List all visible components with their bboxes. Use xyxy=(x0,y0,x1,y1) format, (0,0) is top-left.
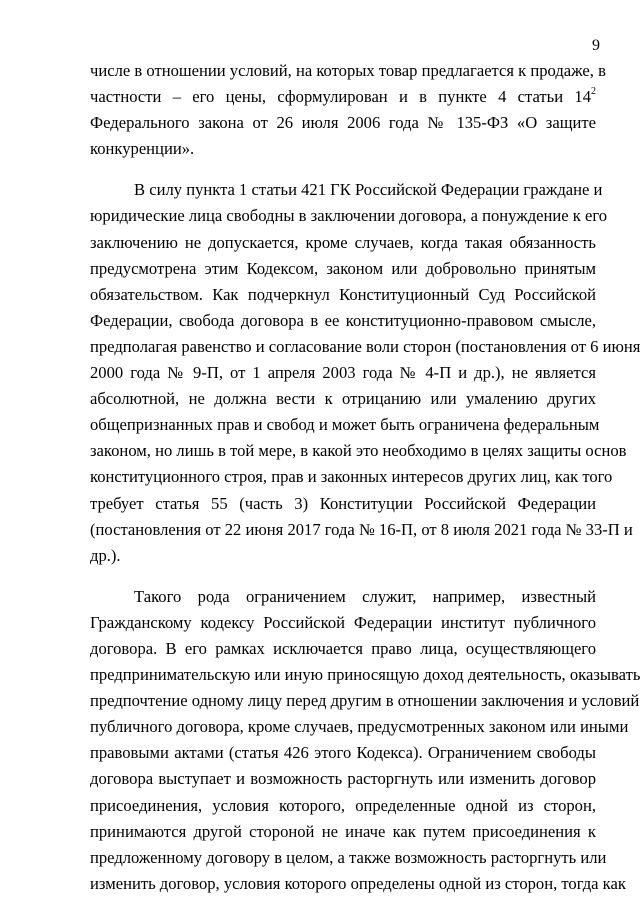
document-body xyxy=(90,58,640,897)
paragraph-line: требует статья 55 (часть 3) Конституции Российской Федерации xyxy=(90,493,596,513)
paragraph-line: Такого рода ограничением служит, например, известный xyxy=(134,586,596,606)
paragraph-line: Федерации, свобода договора в ее конституционно-правовом смысле, xyxy=(90,310,596,330)
line-text: частности – его цены, сформулирован и в пункте 4 статьи 14 xyxy=(90,87,591,107)
paragraph-line: абсолютной, не должна вести к отрицанию или умалению других xyxy=(90,389,596,409)
paragraph-line: договора выступает и возможность расторгнуть или изменить договор xyxy=(90,769,596,789)
paragraph-line: присоединения, условия которого, определенные одной из сторон, xyxy=(90,795,596,815)
paragraph-line: публичного договора, кроме случаев, предусмотренных законом или иными xyxy=(90,717,629,737)
page-number: 9 xyxy=(592,37,600,54)
paragraph-line: правовыми актами (статья 426 этого Кодекса). Ограничением свободы xyxy=(90,743,596,763)
paragraph-line: числе в отношении условий, на которых товар предлагается к продаже, в xyxy=(90,61,606,80)
paragraph-line: предполагая равенство и согласование воли сторон (постановления от 6 июня xyxy=(90,336,640,356)
paragraph-line: (постановления от 22 июня 2017 года № 16-П, от 8 июля 2021 года № 33-П и xyxy=(90,519,633,539)
paragraph-3 xyxy=(90,584,640,897)
paragraph-line: заключению не допускается, кроме случаев, когда такая обязанность xyxy=(90,232,596,252)
paragraph-line: законом, но лишь в той мере, в какой это необходимо в целях защиты основ xyxy=(90,441,627,461)
paragraph-line: общепризнанных прав и свобод и может быть ограничена федеральным xyxy=(90,415,600,435)
paragraph-line: принимаются другой стороной не иначе как путем присоединения к xyxy=(90,821,596,841)
paragraph-line: В силу пункта 1 статьи 421 ГК Российской Федерации граждане и xyxy=(134,180,603,200)
paragraph-line xyxy=(90,84,596,110)
paragraph-line: обязательством. Как подчеркнул Конституционный Суд Российской xyxy=(90,284,596,304)
paragraph-1 xyxy=(90,58,606,162)
superscript: 2 xyxy=(591,86,596,98)
paragraph-2 xyxy=(90,177,640,568)
paragraph-line: договора. В его рамках исключается право лица, осуществляющего xyxy=(90,638,596,658)
paragraph-line: предпринимательскую или иную приносящую доход деятельность, оказывать xyxy=(90,665,640,685)
paragraph-line: юридические лица свободны в заключении договора, а понуждение к его xyxy=(90,206,608,226)
paragraph-line: предусмотрена этим Кодексом, законом или добровольно принятым xyxy=(90,258,596,278)
paragraph-line: др.). xyxy=(90,545,121,565)
paragraph-line: Федерального закона от 26 июля 2006 года № 135-ФЗ «О защите xyxy=(90,113,596,133)
paragraph-line: предпочтение одному лицу перед другим в отношении заключения и условий xyxy=(90,691,640,711)
paragraph-line: конкуренции». xyxy=(90,139,195,159)
paragraph-line: предложенному договору в целом, а также возможность расторгнуть или xyxy=(90,847,607,867)
paragraph-line: изменить договор, условия которого определены одной из сторон, тогда как xyxy=(90,873,626,893)
paragraph-line: конституционного строя, прав и законных интересов других лиц, как того xyxy=(90,467,613,487)
paragraph-line: 2000 года № 9-П, от 1 апреля 2003 года № 4-П и др.), не является xyxy=(90,363,596,383)
paragraph-line: Гражданскому кодексу Российской Федерации институт публичного xyxy=(90,612,596,632)
